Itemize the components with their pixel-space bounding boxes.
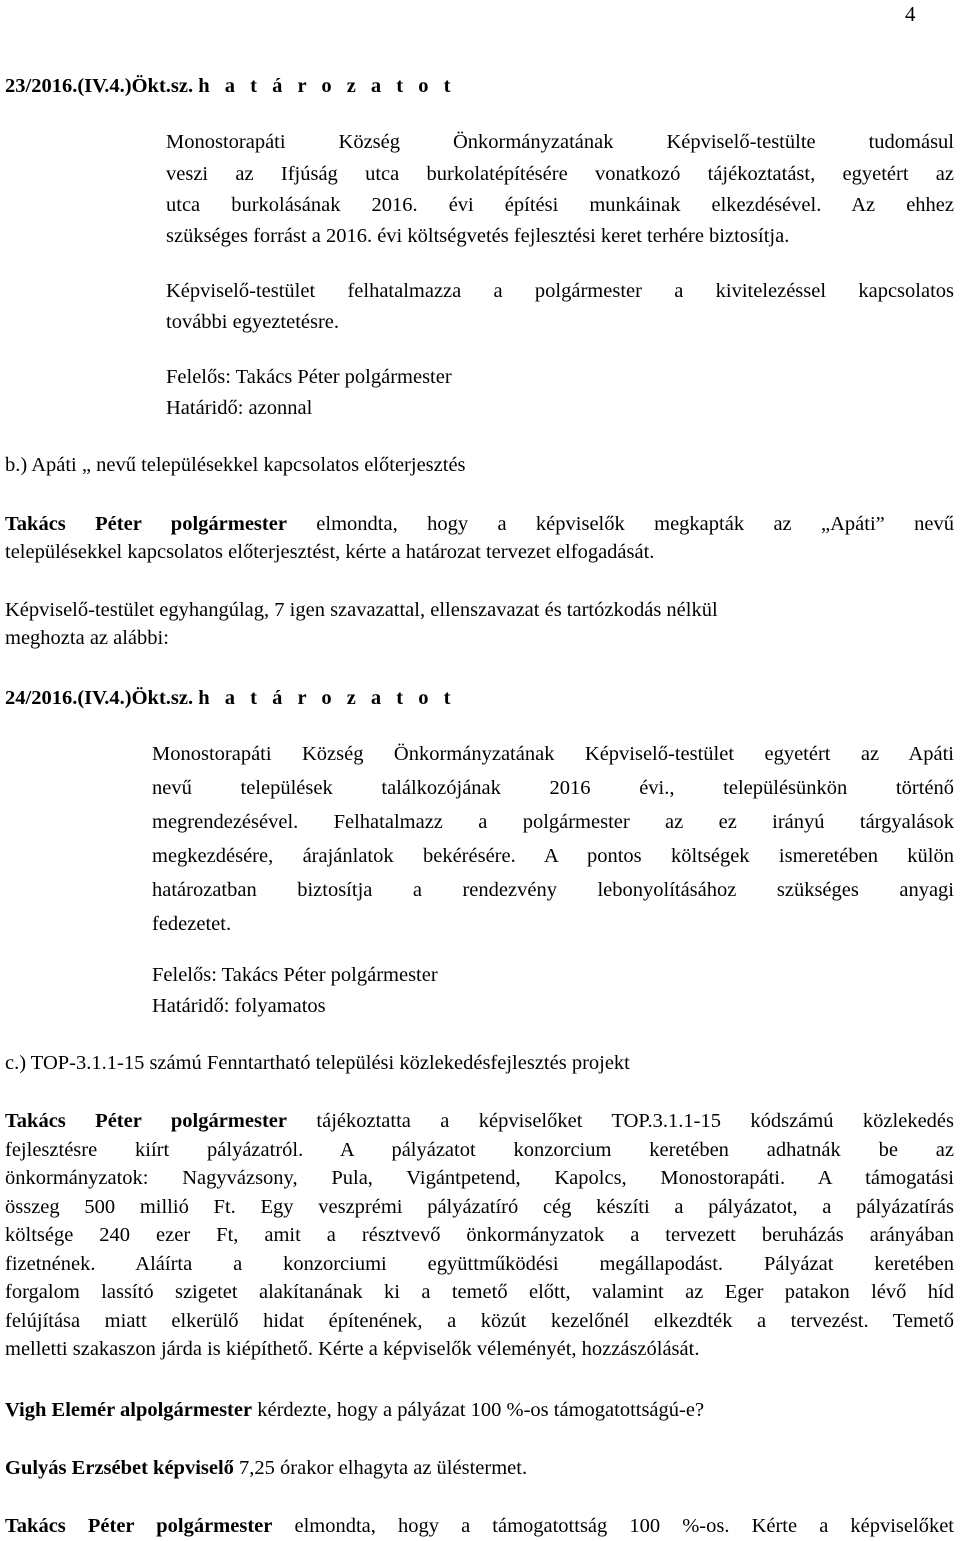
resolution-text-line: megkezdésére, árajánlatok bekérésére. A pontos költségek ismeretében külön	[152, 845, 954, 867]
paragraph-line: forgalom lassító szigetet alakítanának ki a temető előtt, valamint az Eger patakon lévő híd	[5, 1281, 954, 1303]
resolution-text-line: nevű települések találkozójának 2016 évi., településünkön történő	[152, 777, 954, 799]
resolution-text-line: Monostorapáti Község Önkormányzatának Képviselő-testület egyetért az Apáti	[152, 743, 954, 765]
vote-line: meghozta az alábbi:	[5, 627, 169, 649]
resolution-text-line: fedezetet.	[152, 913, 232, 935]
resolution-number-line	[5, 685, 954, 711]
speaker-text: 7,25 órakor elhagyta az üléstermet.	[233, 1457, 528, 1479]
resolution-text-line: Képviselő-testület felhatalmazza a polgármester a kivitelezéssel kapcsolatos	[166, 280, 954, 302]
resolution-text-line: határozatban biztosítja a rendezvény lebonyolításához szükséges anyagi	[152, 879, 954, 901]
deadline-line: Határidő: folyamatos	[152, 995, 326, 1017]
page-number: 4	[905, 2, 916, 26]
paragraph-line: melletti szakaszon járda is kiépíthető. Kérte a képviselők véleményét, hozzászólását.	[5, 1338, 700, 1360]
paragraph-line: településekkel kapcsolatos előterjesztést, kérte a határozat tervezet elfogadását.	[5, 541, 655, 563]
speaker-text: tájékoztatta a képviselőket TOP.3.1.1-15 kódszámú közlekedés	[287, 1110, 954, 1132]
resolution-heading: h a t á r o z a t o t	[198, 687, 456, 709]
speaker-text: elmondta, hogy a támogatottság 100 %-os. Kérte a képviselőket	[272, 1515, 954, 1537]
remark-line	[5, 1397, 954, 1423]
speaker-text: elmondta, hogy a képviselők megkapták az „Apáti” nevű	[286, 513, 954, 535]
paragraph-line: költsége 240 ezer Ft, amit a résztvevő önkormányzatok a tervezett beruházás arányában	[5, 1224, 954, 1246]
speaker-name: Gulyás Erzsébet képviselő	[5, 1457, 234, 1479]
resolution-number: 23/2016.(IV.4.)Ökt.sz.	[5, 75, 194, 97]
resolution-heading: h a t á r o z a t o t	[198, 75, 456, 97]
resolution-number: 24/2016.(IV.4.)Ökt.sz.	[5, 687, 194, 709]
paragraph-line: önkormányzatok: Nagyvázsony, Pula, Vigántpetend, Kapolcs, Monostorapáti. A támogatási	[5, 1167, 954, 1189]
paragraph-line	[5, 511, 954, 537]
responsible-line: Felelős: Takács Péter polgármester	[152, 964, 438, 986]
speaker-name: Takács Péter polgármester	[5, 513, 287, 535]
section-title: b.) Apáti „ nevű településekkel kapcsolatos előterjesztés	[5, 454, 466, 476]
remark-line	[5, 1513, 954, 1539]
responsible-line: Felelős: Takács Péter polgármester	[166, 366, 452, 388]
deadline-line: Határidő: azonnal	[166, 397, 313, 419]
paragraph-line: fizetnének. Aláírta a konzorciumi együttműködési megállapodást. Pályázat keretében	[5, 1253, 954, 1275]
paragraph-line: összeg 500 millió Ft. Egy veszprémi pályázatíró cég készíti a pályázatot, a pályázatírás	[5, 1196, 954, 1218]
resolution-text-line: veszi az Ifjúság utca burkolatépítésére vonatkozó tájékoztatást, egyetért az	[166, 163, 954, 185]
resolution-text-line: megrendezésével. Felhatalmazz a polgármester az ez irányú tárgyalások	[152, 811, 954, 833]
speaker-name: Takács Péter polgármester	[5, 1515, 273, 1537]
resolution-text-line: szükséges forrást a 2016. évi költségvetés fejlesztési keret terhére biztosítja.	[166, 225, 790, 247]
resolution-text-line: további egyeztetésre.	[166, 311, 340, 333]
section-title: c.) TOP-3.1.1-15 számú Fenntartható települési közlekedésfejlesztés projekt	[5, 1052, 630, 1074]
speaker-name: Takács Péter polgármester	[5, 1110, 287, 1132]
paragraph-line	[5, 1108, 954, 1134]
remark-line	[5, 1455, 954, 1481]
speaker-text: kérdezte, hogy a pályázat 100 %-os támogatottságú-e?	[252, 1399, 705, 1421]
resolution-text-line: Monostorapáti Község Önkormányzatának Képviselő-testülte tudomásul	[166, 131, 954, 153]
paragraph-line: felújítása miatt elkerülő hidat építenének, a közút kezelőnél elkezdték a tervezést. Temető	[5, 1310, 954, 1332]
resolution-text-line: utca burkolásának 2016. évi építési munkáinak elkezdésével. Az ehhez	[166, 194, 954, 216]
vote-line: Képviselő-testület egyhangúlag, 7 igen szavazattal, ellenszavazat és tartózkodás nélkül	[5, 599, 718, 621]
paragraph-line: fejlesztésre kiírt pályázatról. A pályázatot konzorcium keretében adhatnák be az	[5, 1139, 954, 1161]
resolution-number-line	[5, 73, 954, 99]
speaker-name: Vigh Elemér alpolgármester	[5, 1399, 253, 1421]
